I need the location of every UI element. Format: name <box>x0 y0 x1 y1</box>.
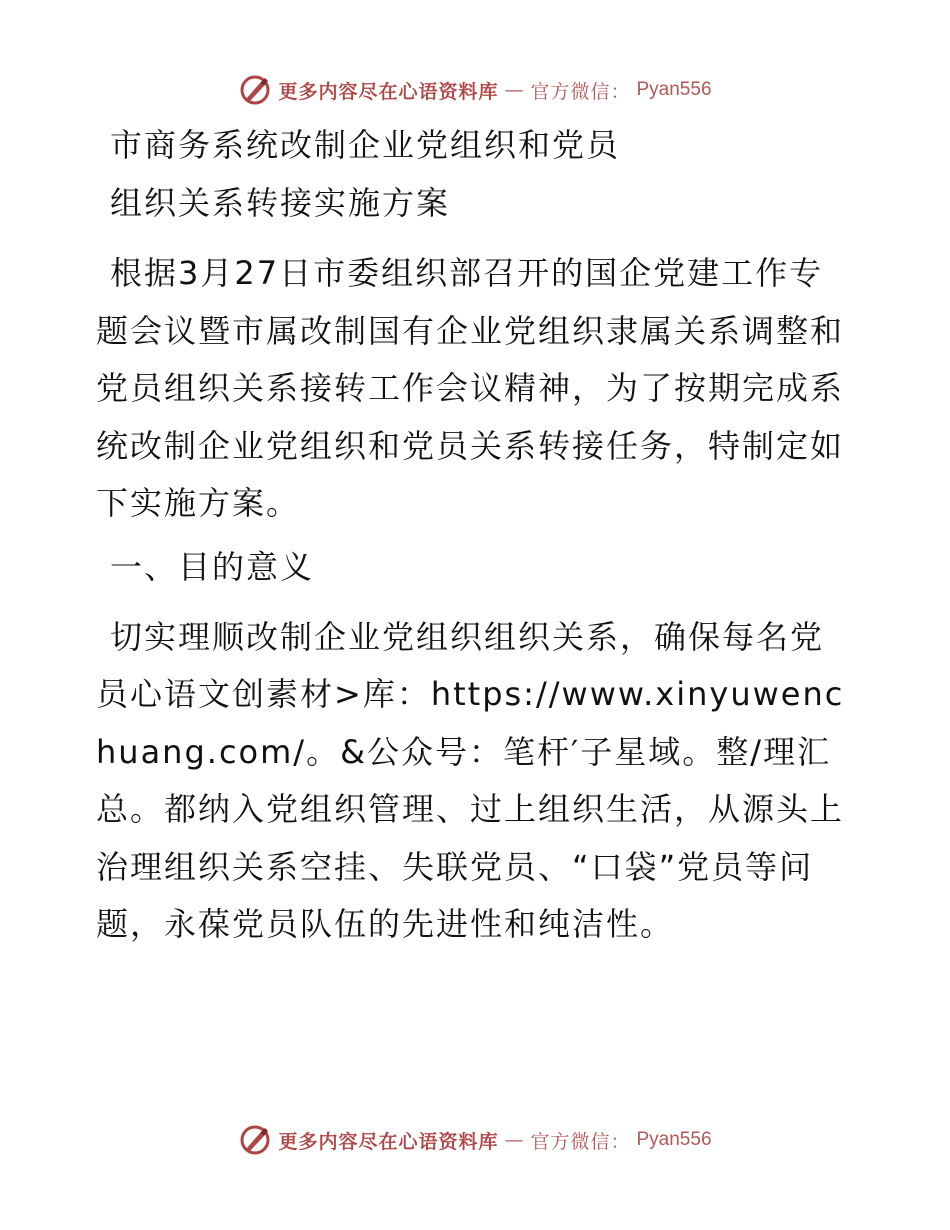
pen-logo-icon <box>238 73 272 107</box>
section1-paragraph: 切实理顺改制企业党组织组织关系，确保每名党员心语文创素材>库：https://www.xinyuwenchuang.com/。&公众号：笔杆′子星域。整/理汇总。都纳入党组织管理、过上组织生活，从源头上治理组织关系空挂、失联党员、“口袋”党员等问题，永葆党员队伍的先进性和纯洁性。 <box>96 617 845 943</box>
watermark-account-label: 官方微信： <box>530 80 631 103</box>
document-title-line2: 组织关系转接实施方案 <box>110 184 451 222</box>
pen-logo-icon <box>238 1123 272 1157</box>
footer-watermark <box>0 1120 950 1160</box>
watermark-separator: — <box>504 79 525 101</box>
document-body <box>96 125 856 968</box>
document-title-line1: 市商务系统改制企业党组织和党员 <box>110 126 621 164</box>
section1-heading: 一、目的意义 <box>110 547 315 586</box>
watermark-account-id: Pyan556 <box>636 1129 712 1150</box>
watermark-main-text: 更多内容尽在心语资料库 <box>278 1130 499 1153</box>
watermark-account-label: 官方微信： <box>530 1130 631 1153</box>
watermark-separator: — <box>504 1129 525 1151</box>
intro-paragraph: 根据3月27日市委组织部召开的国企党建工作专题会议暨市属改制国有企业党组织隶属关系调整和党员组织关系接转工作会议精神，为了按期完成系统改制企业党组织和党员关系转接任务，特制定如下实施方案。 <box>96 254 845 522</box>
watermark-main-text: 更多内容尽在心语资料库 <box>278 80 499 103</box>
watermark-account-id: Pyan556 <box>636 79 712 100</box>
header-watermark <box>0 70 950 110</box>
